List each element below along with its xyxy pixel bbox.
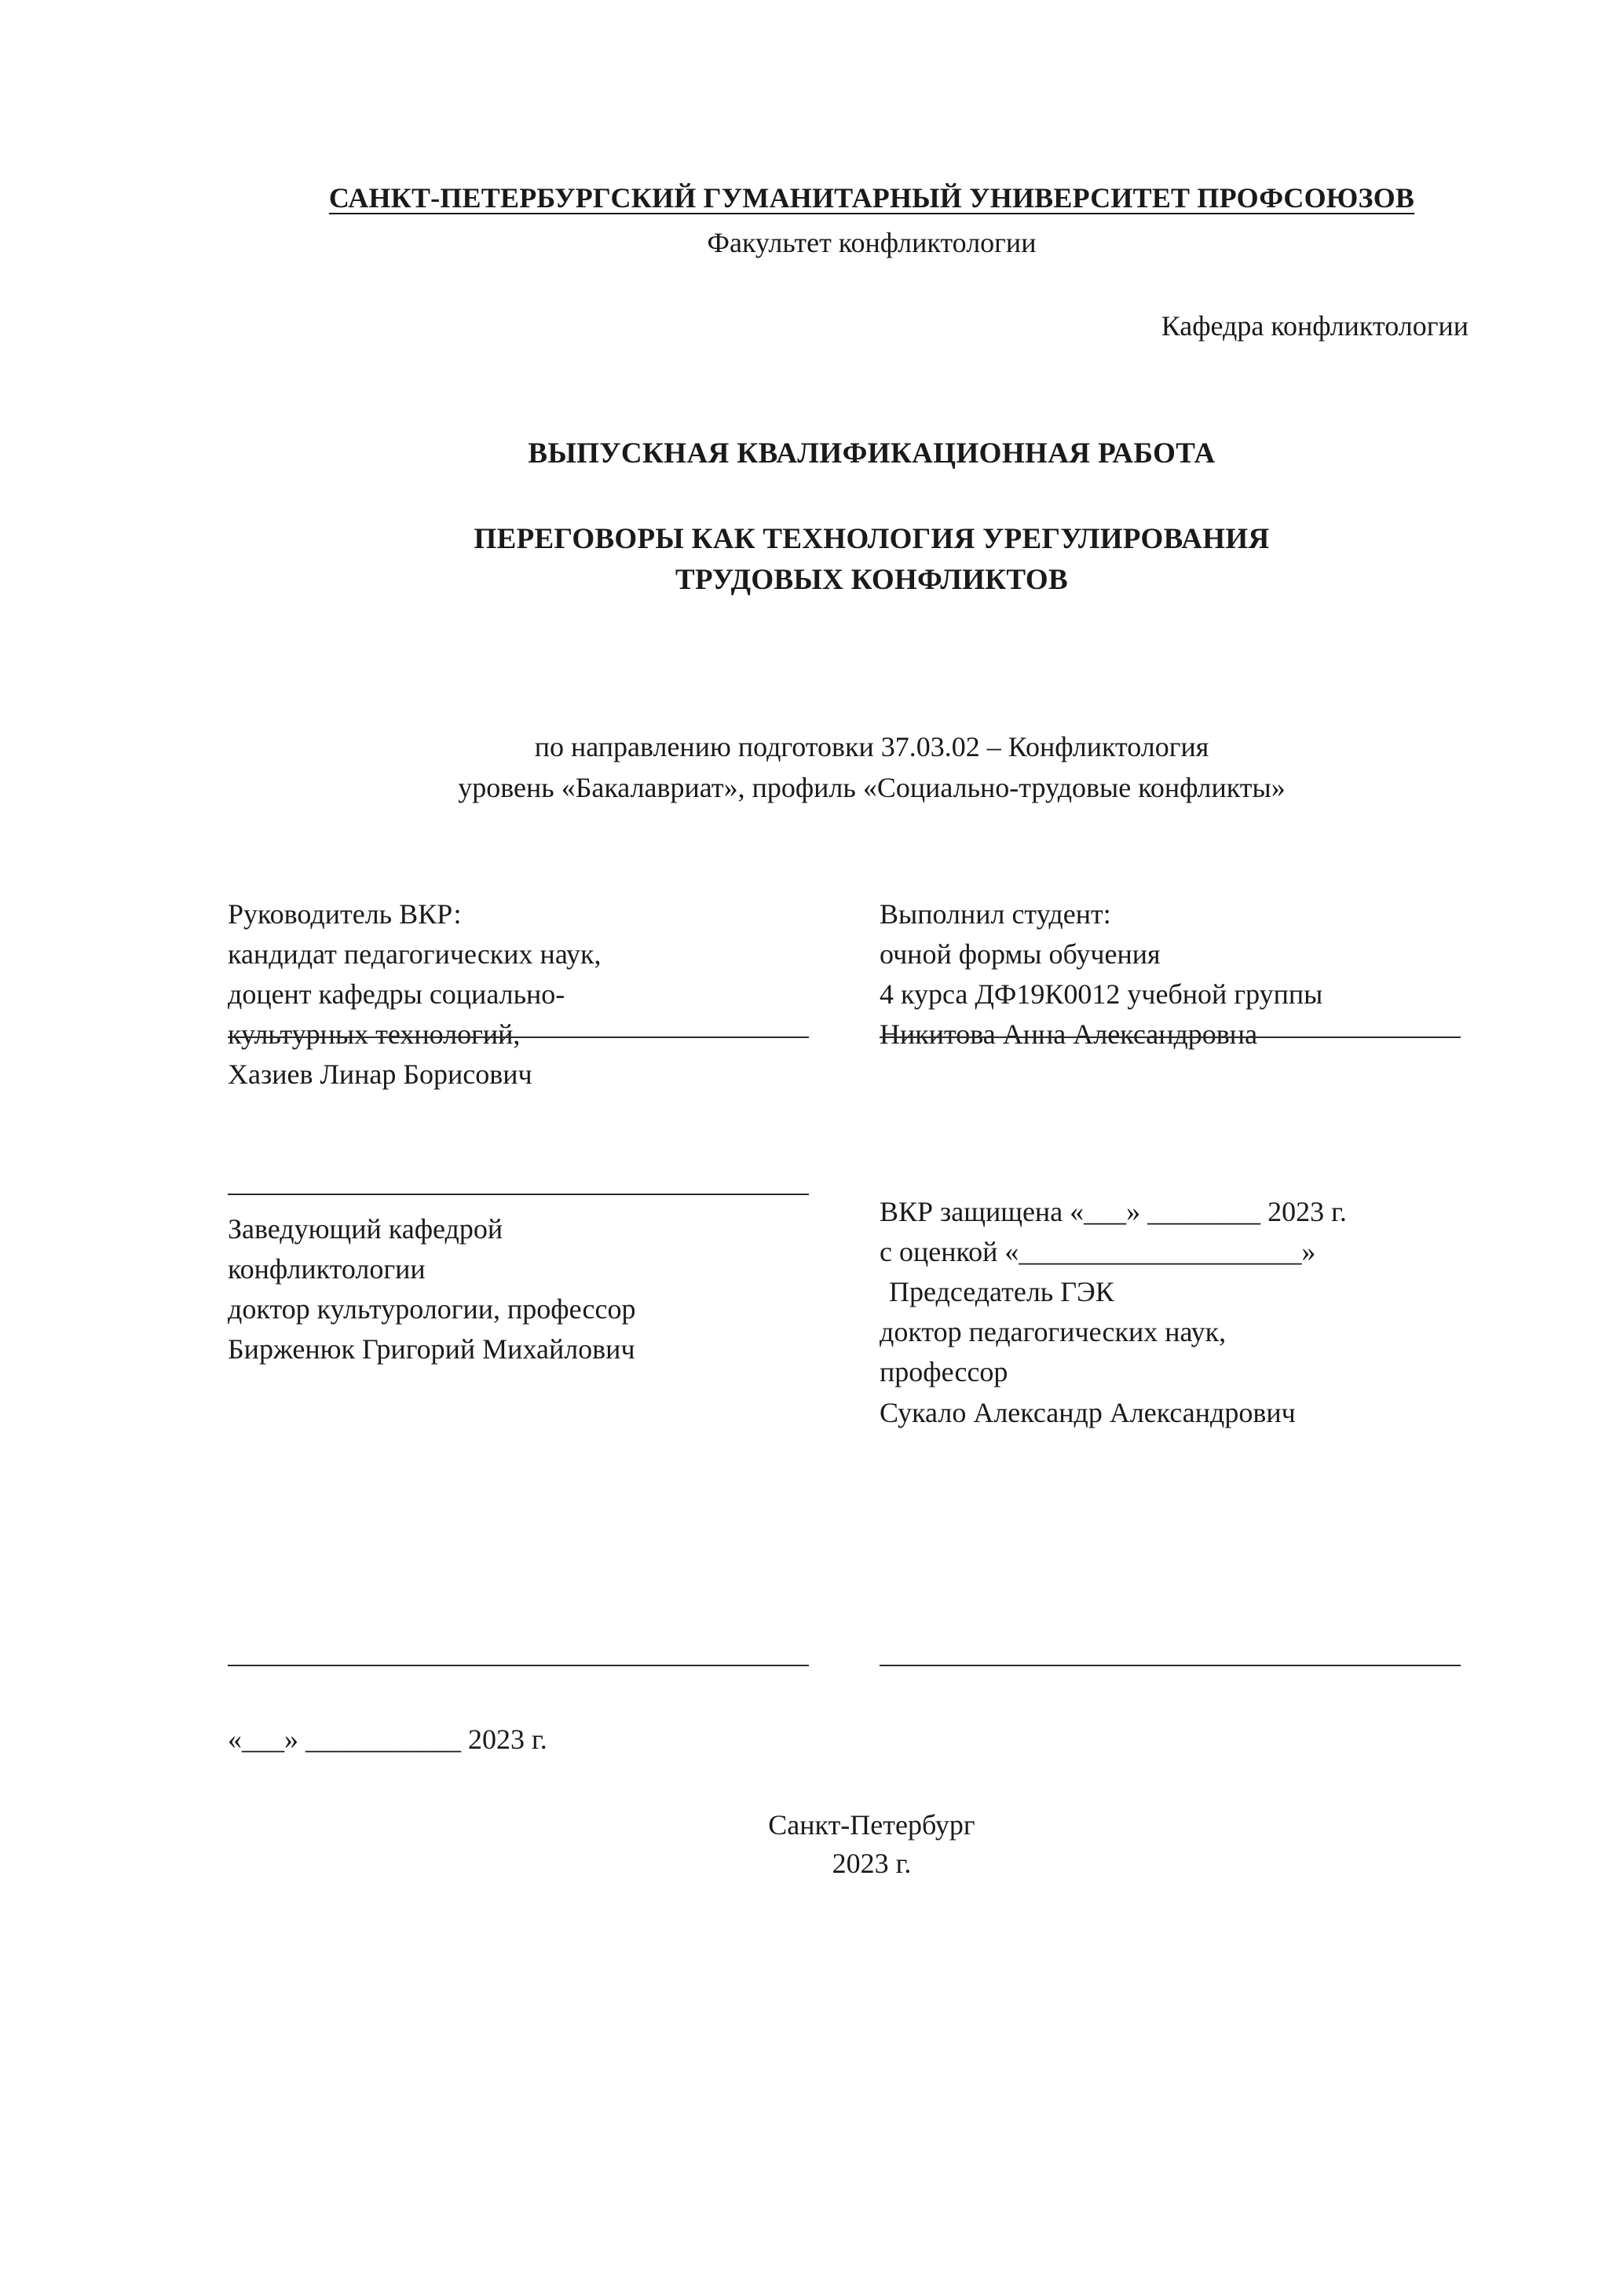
head-of-department-name: Бирженюк Григорий Михайлович — [228, 1333, 635, 1366]
work-title-line-2: ТРУДОВЫХ КОНФЛИКТОВ — [675, 563, 1068, 596]
department-name: Кафедра конфликтологии — [1161, 310, 1469, 342]
program-line-2: уровень «Бакалавриат», профиль «Социально-трудовые конфликты» — [458, 771, 1286, 803]
head-of-department-line-3: доктор культурологии, профессор — [228, 1293, 636, 1325]
student-block — [880, 894, 1516, 1055]
supervisor-line-2: доцент кафедры социально- — [228, 978, 565, 1011]
defense-block — [880, 1192, 1523, 1433]
signature-line-head-of-department — [228, 1194, 809, 1195]
signature-line-bottom-left — [228, 1665, 809, 1666]
gek-chairman-name: Сукало Александр Александрович — [880, 1396, 1296, 1428]
supervisor-block — [228, 894, 832, 1095]
program-info — [228, 726, 1516, 808]
gek-chairman-label: Председатель ГЭК — [889, 1276, 1114, 1308]
signature-line-supervisor — [228, 1036, 809, 1038]
signature-line-bottom-right — [880, 1665, 1461, 1666]
student-label: Выполнил студент: — [880, 898, 1111, 930]
student-line-1: очной формы обучения — [880, 938, 1161, 971]
supervisor-label: Руководитель ВКР: — [228, 898, 462, 930]
head-of-department-line-1: Заведующий кафедрой — [228, 1213, 503, 1245]
supervisor-line-1: кандидат педагогических наук, — [228, 938, 602, 971]
work-title — [228, 519, 1516, 601]
gek-chairman-title: профессор — [880, 1356, 1008, 1388]
defense-grade-line: с оценкой «____________________» — [880, 1236, 1316, 1268]
work-title-line-1: ПЕРЕГОВОРЫ КАК ТЕХНОЛОГИЯ УРЕГУЛИРОВАНИЯ — [474, 523, 1270, 555]
gek-chairman-degree: доктор педагогических наук, — [880, 1316, 1227, 1348]
date-line: «___» ___________ 2023 г. — [228, 1724, 547, 1755]
city: Санкт-Петербург — [768, 1809, 975, 1841]
supervisor-line-3: культурных технологий, — [228, 1018, 521, 1051]
city-year-block — [228, 1806, 1516, 1882]
supervisor-name: Хазиев Линар Борисович — [228, 1058, 532, 1091]
faculty-name: Факультет конфликтологии — [707, 227, 1037, 258]
student-name: Никитова Анна Александровна — [880, 1018, 1258, 1051]
head-of-department-block — [228, 1209, 848, 1369]
title-page-content — [228, 181, 1516, 1879]
defense-date-line: ВКР защищена «___» ________ 2023 г. — [880, 1196, 1347, 1227]
student-line-2: 4 курса ДФ19К0012 учебной группы — [880, 978, 1323, 1011]
signature-line-student — [880, 1036, 1461, 1038]
university-name: САНКТ-ПЕТЕРБУРГСКИЙ ГУМАНИТАРНЫЙ УНИВЕРСИТЕТ ПРОФСОЮЗОВ — [328, 182, 1415, 214]
work-type: ВЫПУСКНАЯ КВАЛИФИКАЦИОННАЯ РАБОТА — [528, 437, 1216, 470]
year: 2023 г. — [832, 1847, 912, 1879]
head-of-department-line-2: конфликтологии — [228, 1253, 426, 1285]
program-line-1: по направлению подготовки 37.03.02 – Конфликтология — [534, 730, 1209, 762]
